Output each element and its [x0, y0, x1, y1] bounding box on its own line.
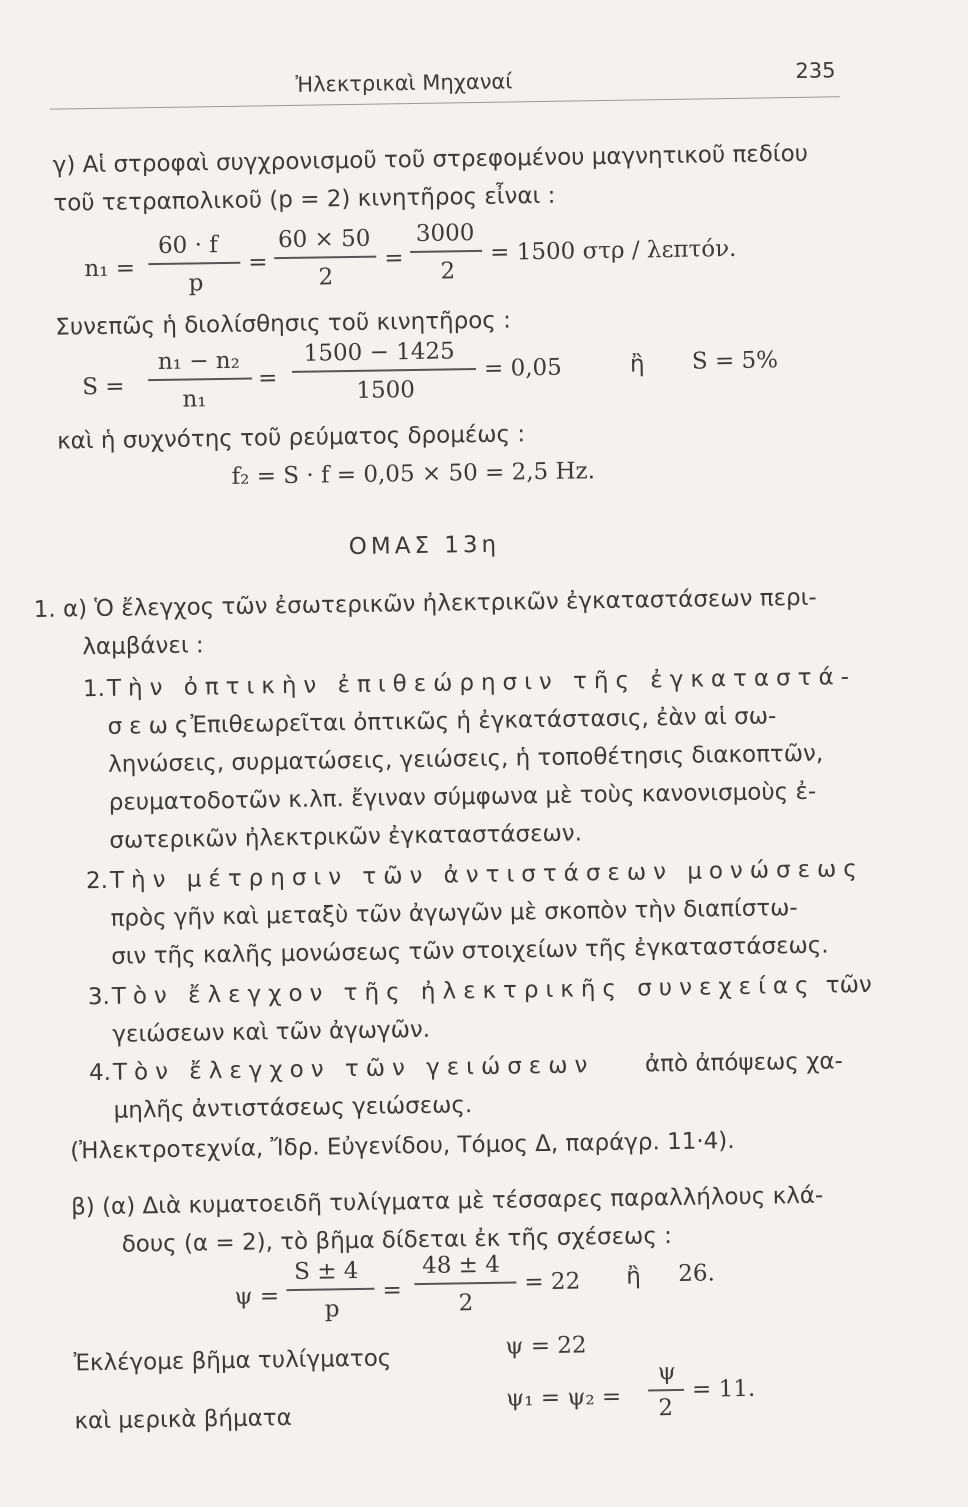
point2-line-3: σιν τῆς καλῆς μονώσεως τῶν στοιχείων τῆς ἐγκαταστάσεως.: [110, 932, 829, 970]
eq4-frac2-bar: [414, 1281, 516, 1284]
point2-number: 2.: [85, 867, 109, 895]
partial-pitch-num: ψ: [657, 1359, 677, 1386]
point1-spaced-heading: Τὴν ὀπτικὴν ἐπιθεώρησιν τῆς ἐγκαταστά-: [106, 664, 857, 702]
slip-intro: Συνεπῶς ἡ διολίσθησις τοῦ κινητῆρος :: [55, 307, 512, 341]
eq2-lhs: S =: [82, 373, 125, 401]
page-number: 235: [795, 58, 836, 83]
point3-heading-tail: τῶν: [825, 971, 872, 999]
reference-citation: (Ἠλεκτροτεχνία, Ἴδρ. Εὐγενίδου, Τόμος Δ, παράγρ. 11·4).: [70, 1128, 735, 1165]
point1-line-3: ληνώσεις, συρματώσεις, γειώσεις, ἡ τοποθέτησις διακοπτῶν,: [107, 740, 824, 778]
eq1-frac2-num: 60 × 50: [277, 225, 371, 254]
header-rule: [50, 96, 840, 109]
eq2-frac1-num: n₁ − n₂: [157, 347, 241, 376]
eq1-eq-b: =: [384, 245, 404, 272]
point4-heading-tail: ἀπὸ ἀπόψεως χα-: [644, 1048, 844, 1078]
partial-pitch-label: καὶ μερικὰ βήματα: [74, 1405, 293, 1435]
part-c-intro-line-1: γ) Αἱ στροφαὶ συγχρονισμοῦ τοῦ στρεφομένου μαγνητικοῦ πεδίου: [52, 140, 809, 179]
group-title: ΟΜΑΣ 13η: [348, 531, 501, 561]
eq2-frac1-den: n₁: [182, 386, 207, 413]
eq2-frac1-bar: [148, 378, 252, 381]
running-header-title: Ἠλεκτρικαὶ Μηχαναί: [295, 69, 513, 97]
eq1-frac3-num: 3000: [415, 220, 475, 247]
partial-pitch-lhs: ψ₁ = ψ₂ =: [505, 1383, 622, 1412]
point1-line-2: : Ἐπιθεωρεῖται ὀπτικῶς ἡ ἐγκατάστασις, ἐὰν αἱ σω-: [175, 703, 777, 739]
partial-pitch-den: 2: [658, 1395, 674, 1422]
eq4-eq-a: =: [382, 1277, 402, 1304]
eq2-frac2-bar: [292, 368, 476, 372]
partial-pitch-result: = 11.: [691, 1375, 756, 1403]
eq4-frac1-num: S ± 4: [293, 1257, 359, 1285]
eq2-frac2-num: 1500 − 1425: [303, 338, 455, 367]
eq4-lhs: ψ =: [234, 1283, 280, 1310]
eq1-lhs: n₁ =: [84, 255, 136, 283]
part-b-line-2: δους (α = 2), τὸ βῆμα δίδεται ἐκ τῆς σχέσεως :: [121, 1223, 673, 1258]
choose-pitch-label: Ἐκλέγομε βῆμα τυλίγματος: [73, 1345, 392, 1377]
eq1-result: = 1500 στρ / λεπτόν.: [489, 235, 737, 266]
eq2-alt: S = 5%: [691, 347, 779, 375]
eq2-eq-a: =: [257, 365, 278, 392]
choose-pitch-equation: ψ = 22: [505, 1332, 587, 1360]
equation-rotor-frequency: f₂ = S · f = 0,05 × 50 = 2,5 Hz.: [231, 458, 596, 490]
eq2-result: = 0,05: [483, 354, 563, 382]
eq4-frac1-bar: [286, 1288, 374, 1291]
point1-line-5: σωτερικῶν ἠλεκτρικῶν ἐγκαταστάσεων.: [109, 820, 583, 854]
eq2-frac2-den: 1500: [356, 376, 416, 404]
point3-line-2: γειώσεων καὶ τῶν ἀγωγῶν.: [112, 1016, 431, 1048]
freq-intro: καὶ ἡ συχνότης τοῦ ρεύματος δρομέως :: [56, 421, 526, 455]
part-b-line-1: β) (α) Διὰ κυματοειδῆ τυλίγματα μὲ τέσσαρες παραλλήλους κλά-: [70, 1182, 824, 1221]
eq4-alt: 26.: [678, 1260, 716, 1287]
point1-spaced-heading-cont: σεως: [107, 712, 196, 740]
point4-line-2: μηλῆς ἀντιστάσεως γειώσεως.: [113, 1092, 473, 1124]
eq1-frac1-den: p: [188, 270, 204, 297]
eq2-or: ἢ: [629, 351, 645, 378]
eq1-frac1-num: 60 · f: [157, 232, 218, 259]
point4-spaced-heading: Τὸν ἔλεγχον τῶν γειώσεων: [112, 1052, 595, 1086]
point2-spaced-heading: Τὴν μέτρησιν τῶν ἀντιστάσεων μονώσεως: [109, 855, 865, 894]
eq1-eq-a: =: [248, 249, 268, 276]
point2-line-2: πρὸς γῆν καὶ μεταξὺ τῶν ἀγωγῶν μὲ σκοπὸν τὴν διαπίστω-: [110, 895, 798, 932]
eq4-or: ἢ: [626, 1263, 642, 1290]
point1-line-4: ρευματοδοτῶν κ.λπ. ἔγιναν σύμφωνα μὲ τοὺς κανονισμοὺς ἐ-: [108, 778, 817, 816]
eq4-result: = 22: [524, 1268, 581, 1296]
point3-number: 3.: [87, 983, 110, 1011]
eq1-frac2-den: 2: [318, 264, 334, 291]
item1-a-line-2: λαμβάνει :: [82, 632, 204, 661]
item1-a-line-1: 1. α) Ὁ ἔλεγχος τῶν ἐσωτερικῶν ἠλεκτρικῶν ἐγκαταστάσεων περι-: [33, 584, 817, 623]
eq1-frac2-bar: [274, 256, 376, 259]
eq1-frac1-bar: [148, 262, 240, 265]
point4-number: 4.: [88, 1059, 112, 1087]
point1-number: 1.: [82, 675, 106, 703]
eq1-frac3-bar: [410, 250, 482, 253]
partial-pitch-bar: [648, 1389, 684, 1391]
eq4-frac2-den: 2: [458, 1290, 474, 1317]
point3-spaced-heading: Τὸν ἔλεγχον τῆς ἠλεκτρικῆς συνεχείας: [111, 972, 816, 1010]
eq4-frac2-num: 48 ± 4: [421, 1251, 501, 1279]
eq4-frac1-den: p: [324, 1296, 340, 1323]
eq1-frac3-den: 2: [440, 258, 456, 285]
part-c-intro-line-2: τοῦ τετραπολικοῦ (p = 2) κινητῆρος εἶναι :: [53, 182, 556, 217]
